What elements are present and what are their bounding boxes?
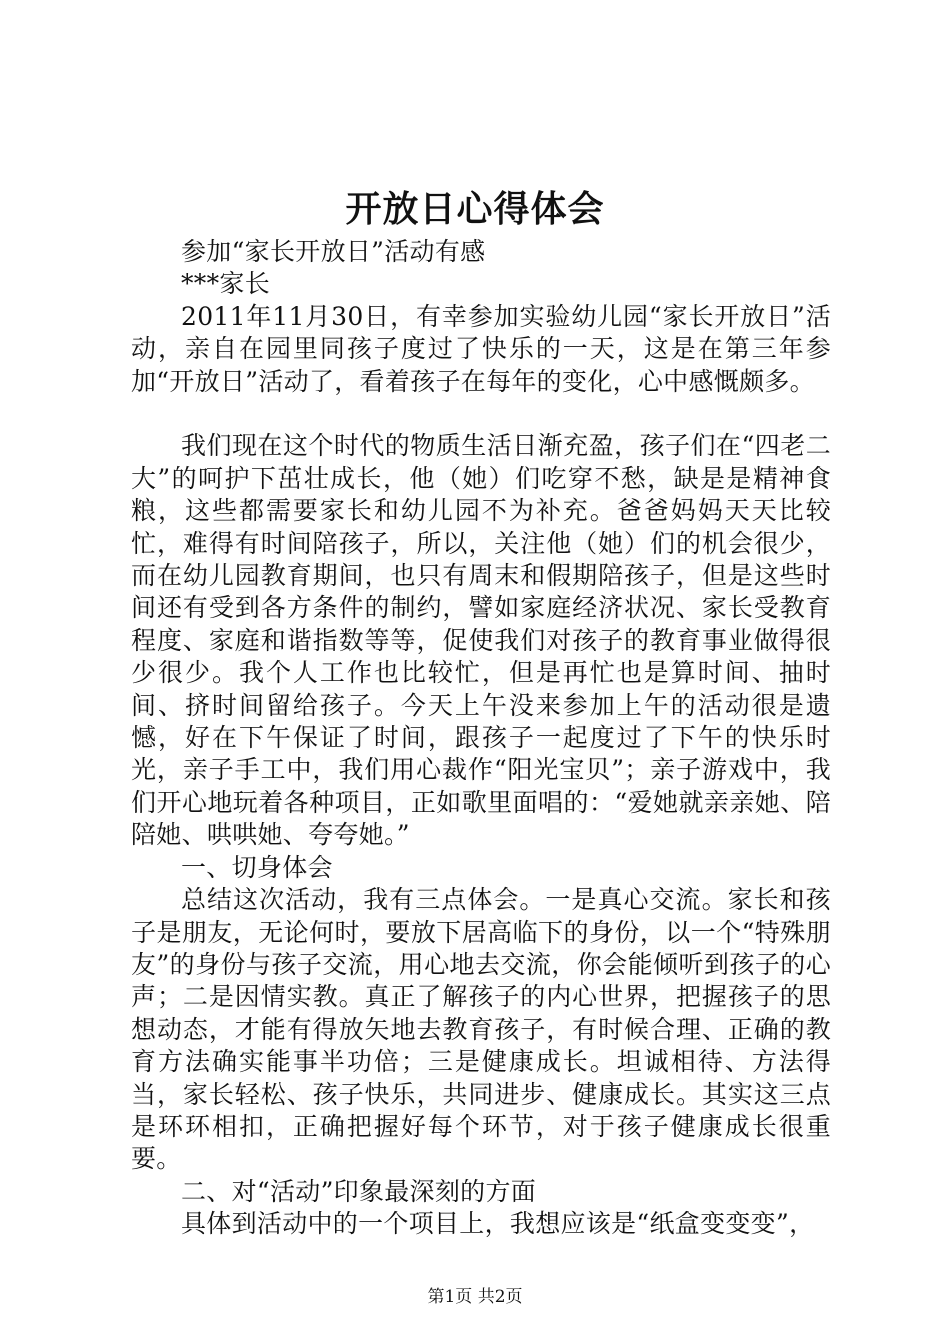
document-title: 开放日心得体会 xyxy=(345,188,605,230)
author-line: ***家长 xyxy=(181,269,271,299)
body-paragraph-experience: 总结这次活动，我有三点体会。一是真心交流。家长和孩子是朋友，无论何时，要放下居高临下的身份，以一个“特殊朋友”的身份与孩子交流，用心地去交流，你会能倾听到孩子的心声；二是因情实教。真正了解孩子的内心世界，把握孩子的思想动态，才能有得放矢地去教育孩子，有时候合理、正确的教育方法确实能事半功倍；三是健康成长。坦诚相待、方法得当，家长轻松、孩子快乐，共同进步、健康成长。其实这三点是环环相扣，正确把握好每个环节，对于孩子健康成长很重要。 xyxy=(131,885,831,1174)
body-paragraph-era: 我们现在这个时代的物质生活日渐充盈，孩子们在“四老二大”的呵护下茁壮成长，他（她）们吃穿不愁，缺是是精神食粮，这些都需要家长和幼儿园不为补充。爸爸妈妈天天比较忙，难得有时间陪孩子，所以，关注他（她）们的机会很少，而在幼儿园教育期间，也只有周末和假期陪孩子，但是这些时间还有受到各方条件的制约，譬如家庭经济状况、家长受教育程度、家庭和谐指数等等，促使我们对孩子的教育事业做得很少很少。我个人工作也比较忙，但是再忙也是算时间、抽时间、挤时间留给孩子。今天上午没来参加上午的活动很是遗憾，好在下午保证了时间，跟孩子一起度过了下午的快乐时光，亲子手工中，我们用心裁作“阳光宝贝”；亲子游戏中，我们开心地玩着各种项目，正如歌里面唱的：“爱她就亲亲她、陪陪她、哄哄她、夸夸她。” xyxy=(131,431,831,850)
document-body xyxy=(131,236,831,1241)
section-heading-2: 二、对“活动”印象最深刻的方面 xyxy=(181,1176,537,1206)
body-paragraph-intro: 2011年11月30日，有幸参加实验幼儿园“家长开放日”活动，亲自在园里同孩子度过了快乐的一天，这是在第三年参加“开放日”活动了，看着孩子在每年的变化，心中感慨颇多。 xyxy=(131,301,831,396)
section-heading-1: 一、切身体会 xyxy=(181,852,333,882)
blank-line xyxy=(131,398,831,430)
subtitle-paragraph: 参加“家长开放日”活动有感 xyxy=(181,237,486,266)
page-footer: 第1页 共2页 xyxy=(427,1287,523,1307)
body-paragraph-activity: 具体到活动中的一个项目上，我想应该是“纸盒变变变”， xyxy=(181,1209,815,1239)
